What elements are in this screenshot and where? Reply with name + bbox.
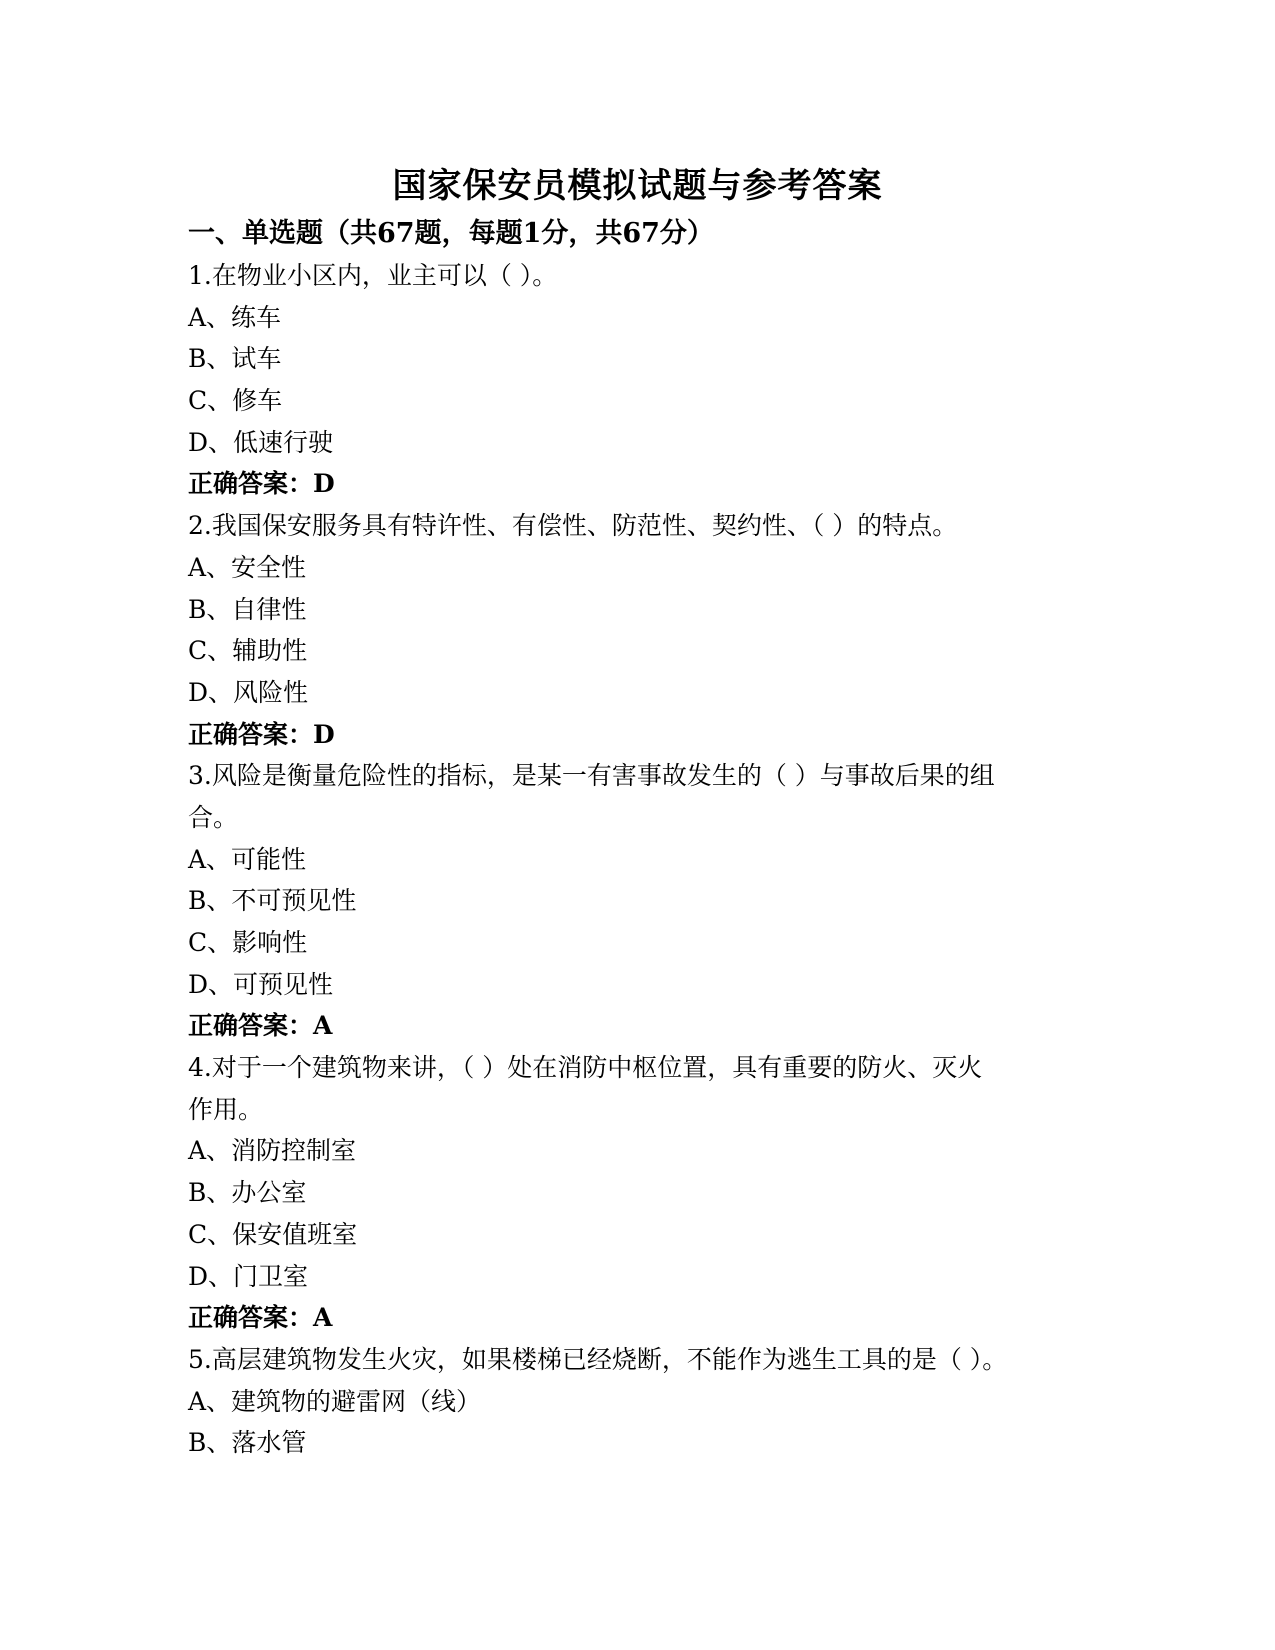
option-a: A、建筑物的避雷网（线）	[188, 1386, 482, 1416]
option-b: B、试车	[188, 344, 282, 374]
option-b: B、落水管	[188, 1428, 307, 1458]
question-stem-continued: 合。	[188, 802, 239, 832]
option-d: D、可预见性	[188, 969, 334, 999]
question-stem: 4.对于一个建筑物来讲，（ ）处在消防中枢位置，具有重要的防火、灭火	[188, 1053, 983, 1083]
question-stem: 3.风险是衡量危险性的指标，是某一有害事故发生的（ ）与事故后果的组	[188, 761, 995, 791]
question-list	[188, 255, 1088, 1464]
option-d: D、门卫室	[188, 1261, 309, 1291]
option-a: A、安全性	[188, 552, 307, 582]
option-b: B、办公室	[188, 1178, 307, 1208]
option-a: A、消防控制室	[188, 1136, 357, 1166]
question-stem: 1.在物业小区内，业主可以（ ）。	[188, 261, 558, 290]
option-b: B、自律性	[188, 594, 307, 624]
question-stem-continued: 作用。	[188, 1094, 264, 1124]
option-a: A、可能性	[188, 844, 307, 874]
question-3	[188, 755, 1088, 1047]
question-2	[188, 505, 1088, 755]
option-c: C、保安值班室	[188, 1219, 358, 1249]
option-a: A、练车	[188, 302, 282, 332]
correct-answer: 正确答案：D	[188, 469, 335, 499]
option-d: D、风险性	[188, 677, 309, 707]
section-heading: 一、单选题（共67题，每题1分，共67分）	[188, 218, 714, 249]
correct-answer: 正确答案：A	[188, 1303, 333, 1333]
option-c: C、辅助性	[188, 636, 308, 666]
question-1	[188, 255, 1088, 505]
question-4	[188, 1047, 1088, 1339]
question-stem: 2.我国保安服务具有特许性、有偿性、防范性、契约性、（ ）的特点。	[188, 511, 958, 541]
correct-answer: 正确答案：D	[188, 719, 335, 749]
option-c: C、影响性	[188, 928, 308, 957]
document-title: 国家保安员模拟试题与参考答案	[392, 166, 883, 206]
question-stem: 5.高层建筑物发生火灾，如果楼梯已经烧断，不能作为逃生工具的是（ ）。	[188, 1344, 1008, 1374]
question-5	[188, 1339, 1088, 1464]
option-c: C、修车	[188, 386, 283, 416]
option-d: D、低速行驶	[188, 427, 334, 457]
option-b: B、不可预见性	[188, 886, 357, 916]
correct-answer: 正确答案：A	[188, 1011, 333, 1041]
